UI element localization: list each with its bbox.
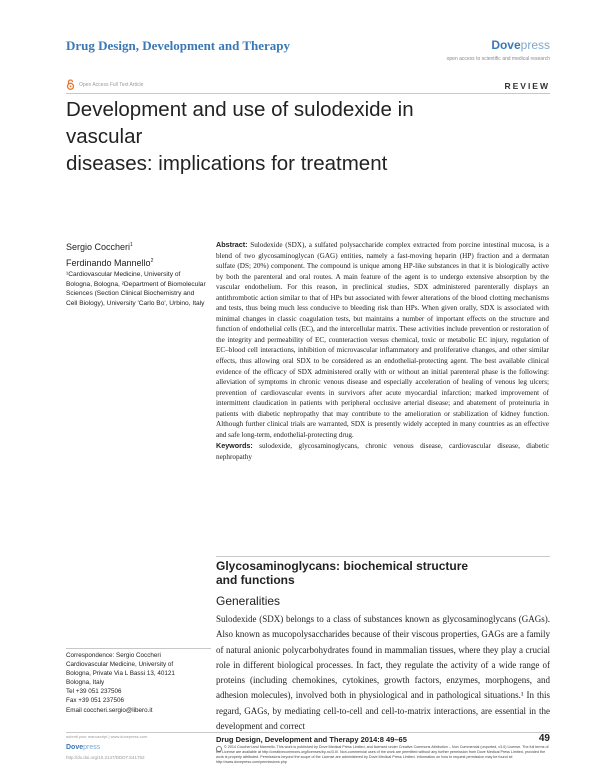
footer-publisher-logo[interactable]: Dovepress bbox=[66, 744, 101, 751]
title-line: Development and use of sulodexide in vascular bbox=[66, 98, 414, 148]
journal-title[interactable]: Drug Design, Development and Therapy bbox=[66, 38, 291, 53]
publisher-logo[interactable] bbox=[491, 38, 550, 52]
open-access-row bbox=[66, 79, 143, 90]
subsection-heading: Generalities bbox=[216, 594, 281, 608]
license-text: © 2014 Coccheri and Mannello. This work is published by Dove Medical Press Limited, and licensed under Creative Commons Attribution – Non Commercial (unported, v3.0) License. The full terms of the License are available at http://creativecommons.org/licenses/by-nc/3.0/. Non-commercial uses of the work are permitted without any further permission from Dove Medical Press Limited, provided the work is properly attributed. Permissions beyond the scope of the License are administered by Dove Medical Press Limited. Information on how to request permission may be found at: http://www.dovepress.com/permissions.php bbox=[216, 745, 549, 764]
footer-divider bbox=[66, 732, 550, 733]
doi-link[interactable]: http://dx.doi.org/10.2147/DDDT.S41763 bbox=[66, 755, 145, 760]
submit-manuscript-link[interactable]: submit your manuscript | www.dovepress.com bbox=[66, 734, 148, 739]
keywords bbox=[216, 441, 549, 462]
correspondence-email[interactable]: Email coccheri.sergio@libero.it bbox=[66, 706, 153, 714]
correspondence-divider bbox=[66, 648, 211, 649]
article-type: REVIEW bbox=[504, 81, 550, 91]
section-heading: Glycosaminoglycans: biochemical structure and functions bbox=[216, 559, 469, 587]
keywords-label: Keywords: bbox=[216, 441, 253, 451]
section-divider bbox=[216, 556, 550, 557]
correspondence-line: Bologna, Italy bbox=[66, 679, 105, 687]
publisher-press: press bbox=[520, 38, 550, 52]
correspondence-line: Bologna, Private Via L Bassi 13, 40121 bbox=[66, 670, 175, 678]
abstract-text: Sulodexide (SDX), a sulfated polysaccharide complex extracted from porcine intestinal mucosa, is a blend of two glycosaminoglycan (GAG) entities, namely a fast-moving heparin (HP) fraction and a dermatan sulfate (DS; 20%) component. The compound is unique among HP-like substances in that it is biologically active by both the parenteral and oral routes. A main feature of the agent is to undergo extensive absorption by the vascular endothelium. For this reason, in preclinical studies, SDX administered parenterally displays an antithrombotic action similar to that of HPs but associated with fewer alterations of the blood clotting mechanisms and tests, thus being much less conducive to bleeding risk than HPs. When given orally, SDX is associated with minimal changes in classic coagulation tests, but maintains a number of important effects on the structure and function of endothelial cells (EC), and the intercellular matrix. These activities include prevention or restoration of the integrity and permeability of EC, counteraction versus chemical, toxic or metabolic EC injury, regulation of EC–blood cell interactions, inhibition of microvascular inflammatory and proliferative changes, and other similar effects, thus allowing oral SDX to be considered as an endothelial-protecting agent. The best available clinical evidence of the efficacy of SDX administered orally with or without an initial parenteral phase is the following: alleviation of symptoms in chronic venous disease and especially acceleration of healing of venous leg ulcers; prevention of cardiovascular events in survivors after acute myocardial infarction; marked improvement of intermittent claudication in patients with peripheral occlusive arterial disease; and abatement of proteinuria in patients with diabetic nephropathy that may contribute to the amelioration or stabilization of kidney function. Although further clinical trials are warranted, SDX is presently widely accepted in many countries as an effective and safe long-term, endothelial-protecting drug. bbox=[216, 241, 550, 439]
correspondence-line: Cardiovascular Medicine, University of bbox=[66, 661, 174, 669]
header-divider bbox=[66, 93, 550, 94]
page-number: 49 bbox=[538, 733, 550, 744]
author-name: Sergio Coccheri$^1$ bbox=[66, 242, 133, 252]
author-list bbox=[66, 238, 153, 270]
abstract-label: Abstract: bbox=[216, 240, 248, 249]
correspondence-line: Fax +39 051 237506 bbox=[66, 697, 124, 705]
body-text: Sulodexide (SDX) belongs to a class of substances known as glycosaminoglycans (GAGs). Also known as mucopolysaccharides because of their viscous properties, GAGs are a family of natural anionic polycarbohydrates found in mammalian tissues, where they play a crucial role in different biological processes. In fact, they regulate the activity of a wide range of proteins (including chemokines, cytokines, growth factors, enzymes, morphogens, and adhesion molecules), involved both in physiological and in pathological situations.¹ In this regard, GAGs, by mediating cell-to-cell and cell-to-matrix interactions, are essential in the development and correct bbox=[216, 614, 550, 732]
correspondence bbox=[66, 651, 211, 715]
open-access-label: Open Access Full Text Article bbox=[79, 81, 144, 88]
author-name: Ferdinando Mannello$^2$ bbox=[66, 258, 154, 268]
correspondence-line: Tel +39 051 237506 bbox=[66, 688, 122, 696]
abstract bbox=[216, 240, 549, 462]
affiliations: ¹Cardiovascular Medicine, University of Bologna, Bologna, ²Department of Biomolecular Sciences (Section Clinical Biochemistry and Cell Biology), University 'Carlo Bo', Urbino, Italy bbox=[66, 271, 206, 308]
open-access-lock-icon bbox=[66, 79, 75, 90]
footer-citation: Drug Design, Development and Therapy 2014:8 49–65 bbox=[216, 735, 407, 744]
title-line: diseases: implications for treatment bbox=[66, 152, 388, 175]
publisher-tagline: open access to scientific and medical research bbox=[446, 56, 550, 62]
publisher-dove: Dove bbox=[491, 38, 521, 52]
keywords-text: sulodexide, glycosaminoglycans, chronic venous disease, cardiovascular disease, diabetic nephropathy bbox=[216, 442, 550, 461]
correspondence-line: Correspondence: Sergio Coccheri bbox=[66, 652, 161, 659]
article-title bbox=[66, 96, 486, 177]
